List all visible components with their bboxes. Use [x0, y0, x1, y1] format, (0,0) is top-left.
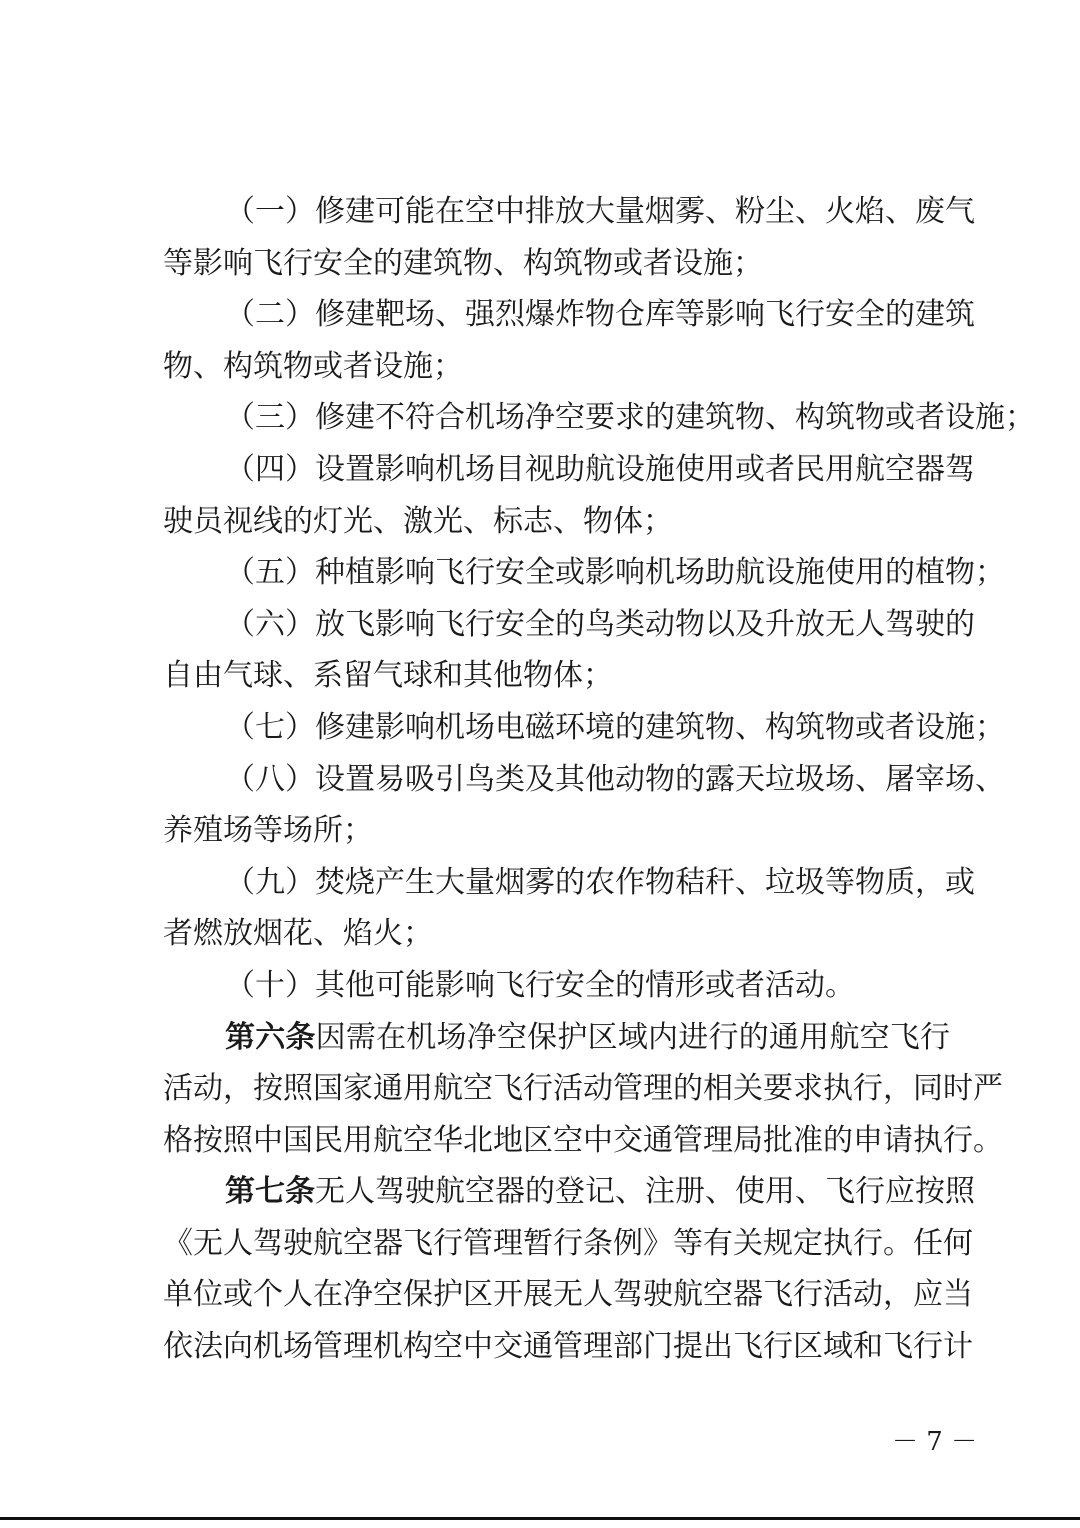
article-7-line-3: 单位或个人在净空保护区开展无人驾驶航空器飞行活动，应当	[163, 1277, 973, 1313]
article-7-line-1	[163, 1166, 975, 1218]
clause-9-line-1: （九）焚烧产生大量烟雾的农作物秸秆、垃圾等物质，或	[225, 864, 975, 900]
article-6-line-3: 格按照中国民用航空华北地区空中交通管理局批准的申请执行。	[163, 1122, 1003, 1158]
article-6-line-2: 活动，按照国家通用航空飞行活动管理的相关要求执行，同时严	[163, 1071, 1003, 1107]
clause-3-line-1: （三）修建不符合机场净空要求的建筑物、构筑物或者设施；	[225, 400, 1035, 436]
clause-1-line-2: 等影响飞行安全的建筑物、构筑物或者设施；	[163, 245, 763, 281]
clause-6-line-2: 自由气球、系留气球和其他物体；	[163, 658, 613, 694]
clause-4-line-1: （四）设置影响机场目视助航设施使用或者民用航空器驾	[225, 451, 975, 487]
clause-5-line-1: （五）种植影响飞行安全或影响机场助航设施使用的植物；	[225, 555, 1005, 591]
scan-edge-line	[0, 1517, 1080, 1520]
clause-2-line-2: 物、构筑物或者设施；	[163, 348, 463, 384]
clause-8-line-2: 养殖场等场所；	[163, 813, 373, 849]
article-6-label: 第六条	[225, 1019, 316, 1055]
clause-6-line-1: （六）放飞影响飞行安全的鸟类动物以及升放无人驾驶的	[225, 606, 975, 642]
article-6-text: 因需在机场净空保护区域内进行的通用航空飞行	[315, 1019, 951, 1055]
article-7-line-2: 《无人驾驶航空器飞行管理暂行条例》等有关规定执行。任何	[163, 1225, 973, 1261]
clause-8-line-1: （八）设置易吸引鸟类及其他动物的露天垃圾场、屠宰场、	[225, 761, 1005, 797]
clause-1-line-1: （一）修建可能在空中排放大量烟雾、粉尘、火焰、废气	[225, 194, 975, 229]
clause-4-line-2: 驶员视线的灯光、激光、标志、物体；	[163, 503, 673, 539]
article-7-text: 无人驾驶航空器的登记、注册、使用、飞行应按照	[315, 1174, 975, 1210]
page-number: － 7 －	[892, 1427, 978, 1457]
clause-2-line-1: （二）修建靶场、强烈爆炸物仓库等影响飞行安全的建筑	[225, 297, 975, 333]
article-7-line-4: 依法向机场管理机构空中交通管理部门提出飞行区域和飞行计	[163, 1329, 973, 1365]
article-6-line-1	[163, 1012, 950, 1064]
clause-7-line-1: （七）修建影响机场电磁环境的建筑物、构筑物或者设施；	[225, 709, 1005, 745]
document-body	[163, 186, 1035, 1373]
clause-9-line-2: 者燃放烟花、焰火；	[163, 916, 433, 952]
article-7-label: 第七条	[225, 1174, 315, 1210]
clause-10-line-1: （十）其他可能影响飞行安全的情形或者活动。	[225, 967, 855, 1003]
